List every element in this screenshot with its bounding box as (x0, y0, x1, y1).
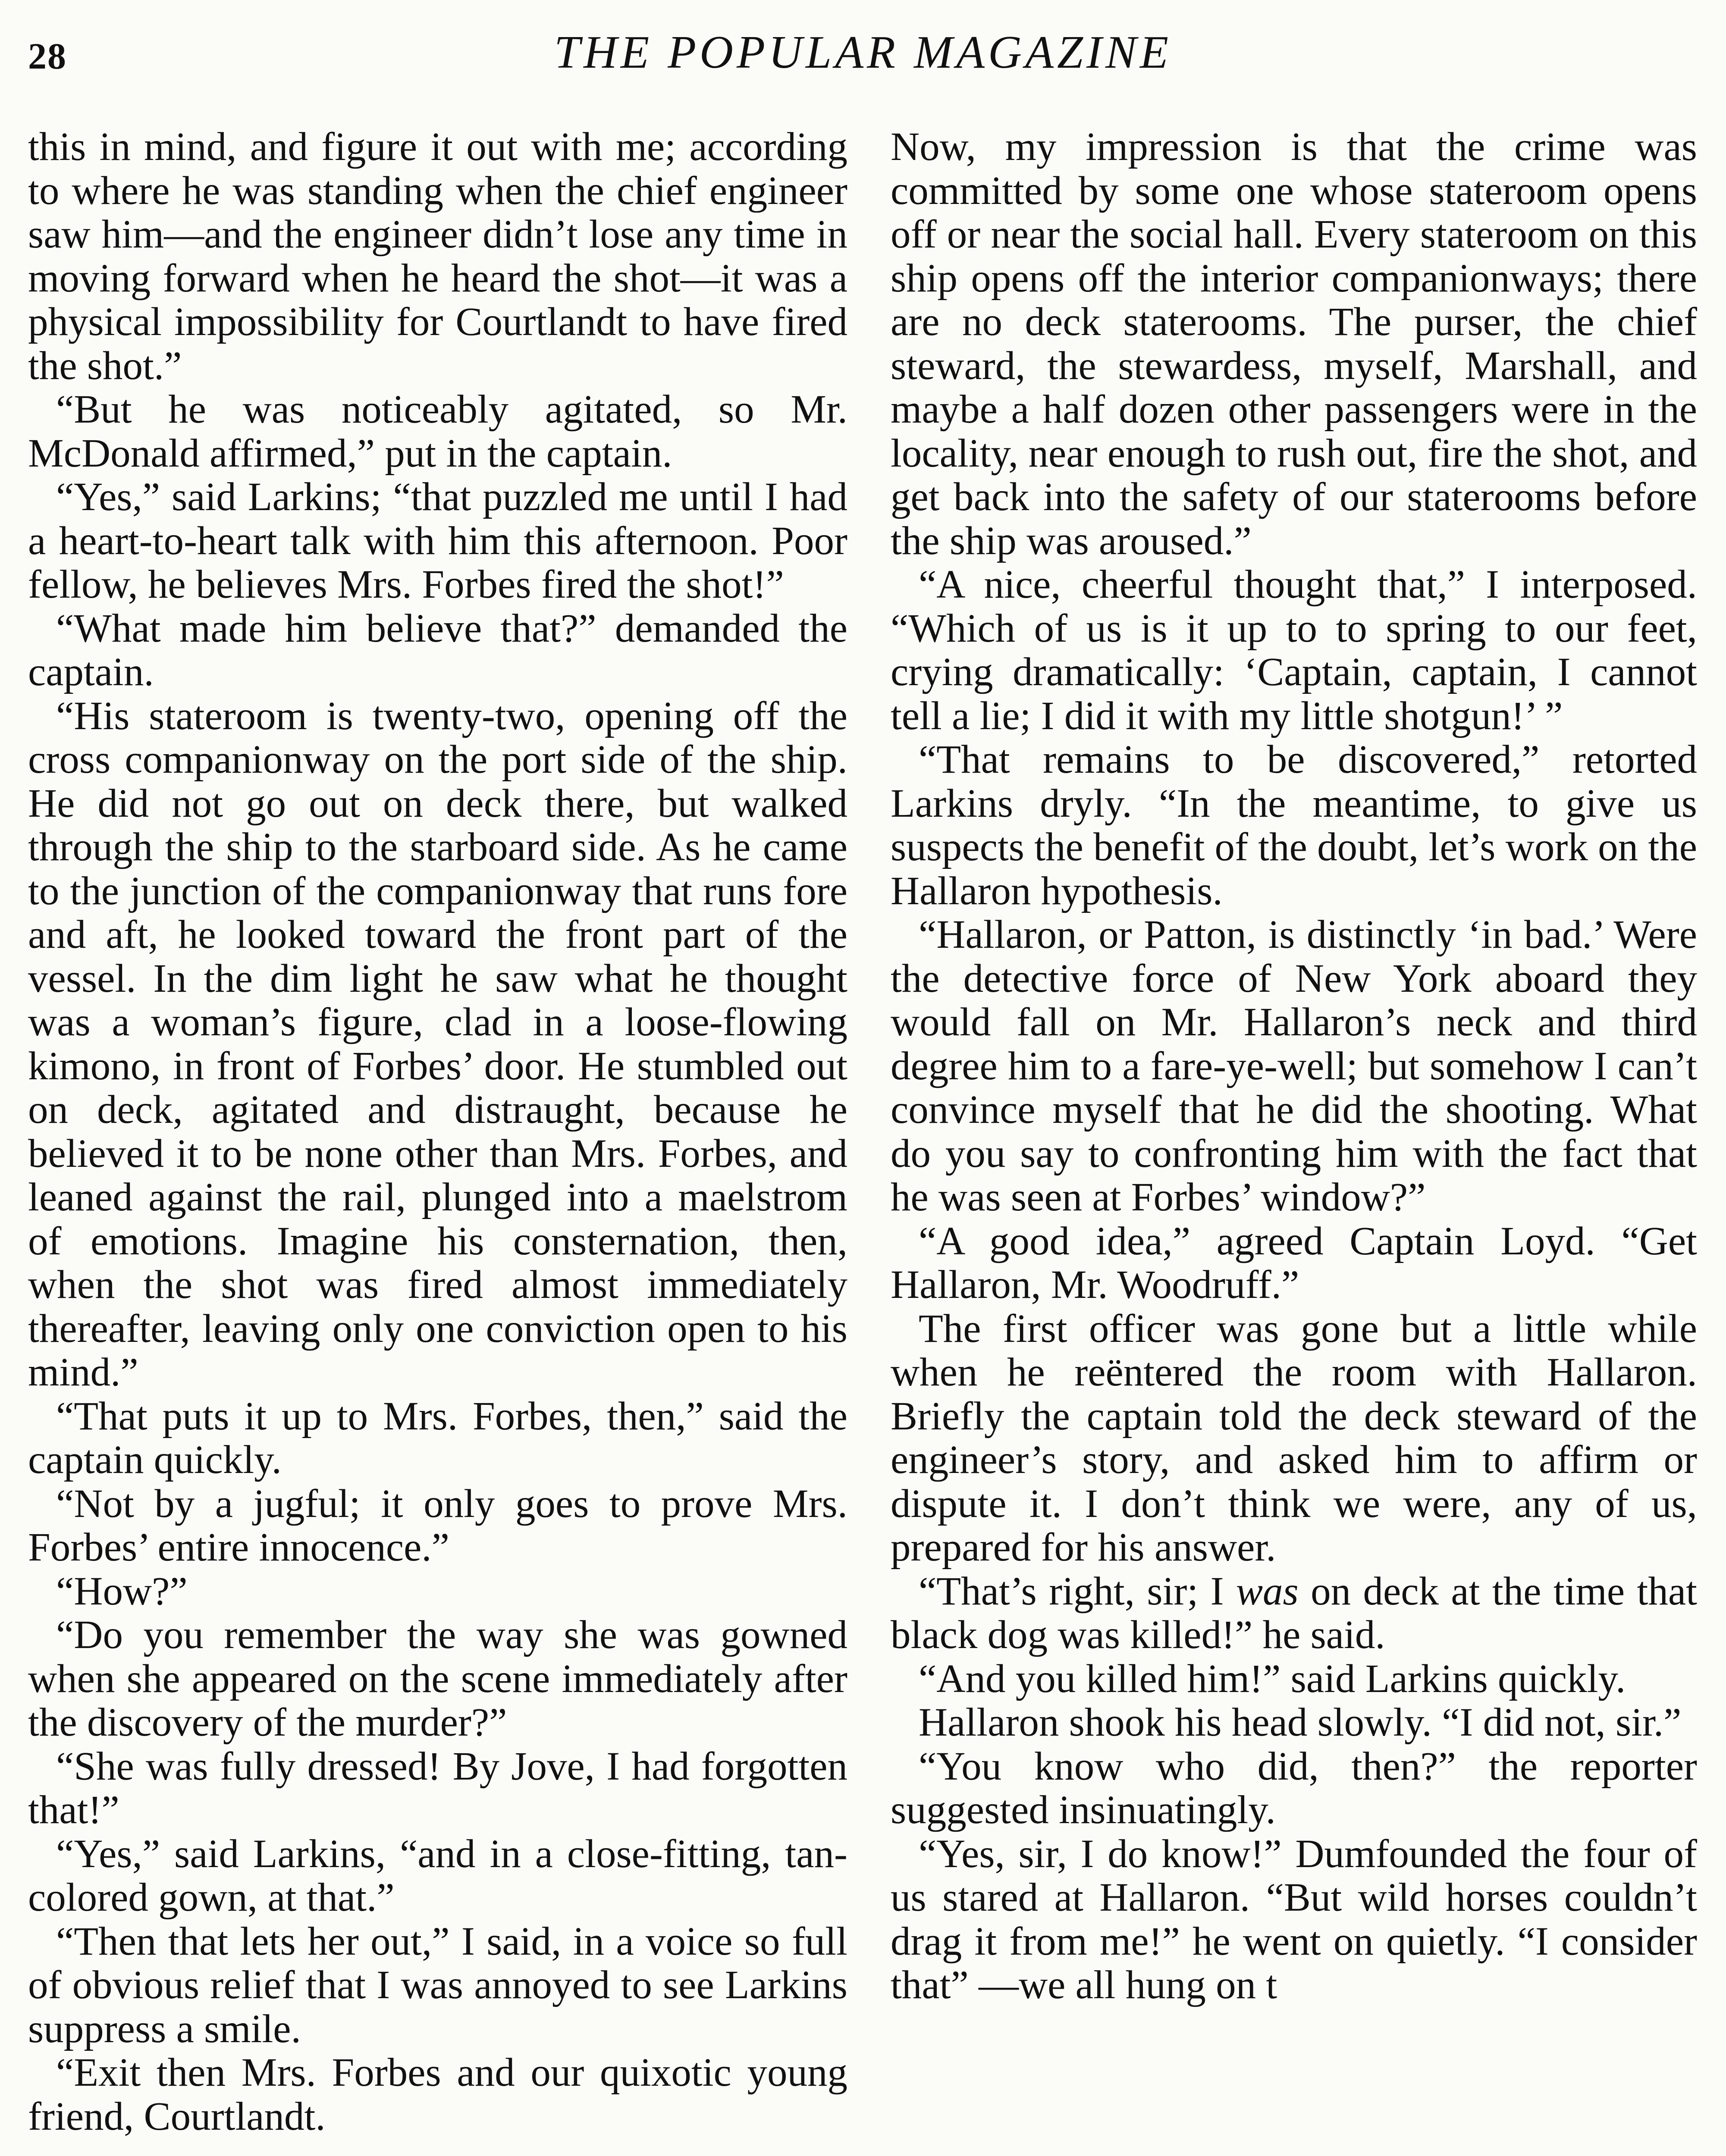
right-column (891, 125, 1697, 2156)
quote-text: “That’s right, sir; I (919, 1569, 1236, 1614)
paragraph (891, 1570, 1697, 1657)
emphasis-text: was (1236, 1569, 1299, 1614)
paragraph: “But he was noticeably agitated, so Mr. McDonald affirmed,” put in the captain. (28, 387, 847, 476)
paragraph: “She was fully dressed! By Jove, I had forgotten that!” (28, 1744, 847, 1832)
paragraph: “Do you remember the way she was gowned when she appeared on the scene immediately after the discovery of the murder?” (28, 1613, 847, 1745)
paragraph: “A nice, cheerful thought that,” I interposed. “Which of us is it up to to spring to our feet, crying dramatically: ‘Captain, captain, I cannot tell a lie; I did it with my little shotgun!’ ” (891, 562, 1697, 738)
magazine-title: THE POPULAR MAGAZINE (554, 27, 1172, 78)
quote-text: on deck at the time that black dog was killed!” he said. (891, 1569, 1697, 1657)
paragraph: “Yes,” said Larkins; “that puzzled me until I had a heart-to-heart talk with him this afternoon. Poor fellow, he believes Mrs. Forbes fired the shot!” (28, 475, 847, 607)
paragraph: “His stateroom is twenty-two, opening off the cross companionway on the port side of the ship. He did not go out on deck there, but walked through the ship to the starboard side. As he came to the junction of the companionway that runs fore and aft, he looked toward the front part of the vessel. In the dim light he saw what he thought was a woman’s figure, clad in a loose-flowing kimono, in front of Forbes’ door. He stumbled out on deck, agitated and distraught, because he believed it to be none other than Mrs. Forbes, and leaned against the rail, plunged into a maelstrom of emotions. Imagine his consternation, then, when the shot was fired almost immediately thereafter, leaving only one conviction open to his mind.” (28, 693, 847, 1395)
paragraph: “You know who did, then?” the reporter suggested insinuatingly. (891, 1744, 1697, 1832)
paragraph: “Yes, sir, I do know!” Dumfounded the four of us stared at Hallaron. “But wild horses couldn’t drag it from me!” he went on quietly. “I consider that” —we all hung on t (891, 1831, 1697, 2007)
paragraph: “What made him believe that?” demanded the captain. (28, 606, 847, 694)
paragraph: The first officer was gone but a little while when he reëntered the room with Hallaron. Briefly the captain told the deck steward of the engineer’s story, and asked him to affirm or dispute it. I don’t think we were, any of us, prepared for his answer. (891, 1306, 1697, 1570)
paragraph: “Then that lets her out,” I said, in a voice so full of obvious relief that I was annoyed to see Larkins suppress a smile. (28, 1919, 847, 2051)
page-number: 28 (28, 35, 67, 77)
paragraph: “And you killed him!” said Larkins quickly. (919, 1656, 1626, 1701)
paragraph: this in mind, and figure it out with me; according to where he was standing when the chief engineer saw him—and the engineer didn’t lose any time in moving forward when he heard the shot—it was a physical impossibility for Courtlandt to have fired the shot.” (28, 125, 847, 388)
paragraph: “That remains to be discovered,” retorted Larkins dryly. “In the meantime, to give us suspects the benefit of the doubt, let’s work on the Hallaron hypothesis. (891, 737, 1697, 913)
paragraph: Now, my impression is that the crime was committed by some one whose stateroom opens off or near the social hall. Every stateroom on this ship opens off the interior companionways; there are no deck staterooms. The purser, the chief steward, the stewardess, myself, Marshall, and maybe a half dozen other passengers were in the locality, near enough to rush out, fire the shot, and get back into the safety of our staterooms before the ship was aroused.” (891, 125, 1697, 563)
paragraph: “Not by a jugful; it only goes to prove Mrs. Forbes’ entire innocence.” (28, 1481, 847, 1570)
paragraph: “How?” (56, 1569, 188, 1614)
paragraph: “Yes,” said Larkins, “and in a close-fitting, tan-colored gown, at that.” (28, 1831, 847, 1920)
paragraph: “Hallaron, or Patton, is distinctly ‘in bad.’ Were the detective force of New York aboard they would fall on Mr. Hallaron’s neck and third degree him to a fare-ye-well; but somehow I can’t convince myself that he did the shooting. What do you say to confronting him with the fact that he was seen at Forbes’ window?” (891, 912, 1697, 1219)
page-header (0, 26, 1726, 95)
paragraph: Hallaron shook his head slowly. “I did not, sir.” (919, 1700, 1682, 1745)
left-column (28, 125, 847, 2156)
paragraph: “That puts it up to Mrs. Forbes, then,” said the captain quickly. (28, 1394, 847, 1482)
paragraph: “A good idea,” agreed Captain Loyd. “Get Hallaron, Mr. Woodruff.” (891, 1219, 1697, 1307)
paragraph: “Exit then Mrs. Forbes and our quixotic young friend, Courtlandt. (28, 2050, 847, 2139)
